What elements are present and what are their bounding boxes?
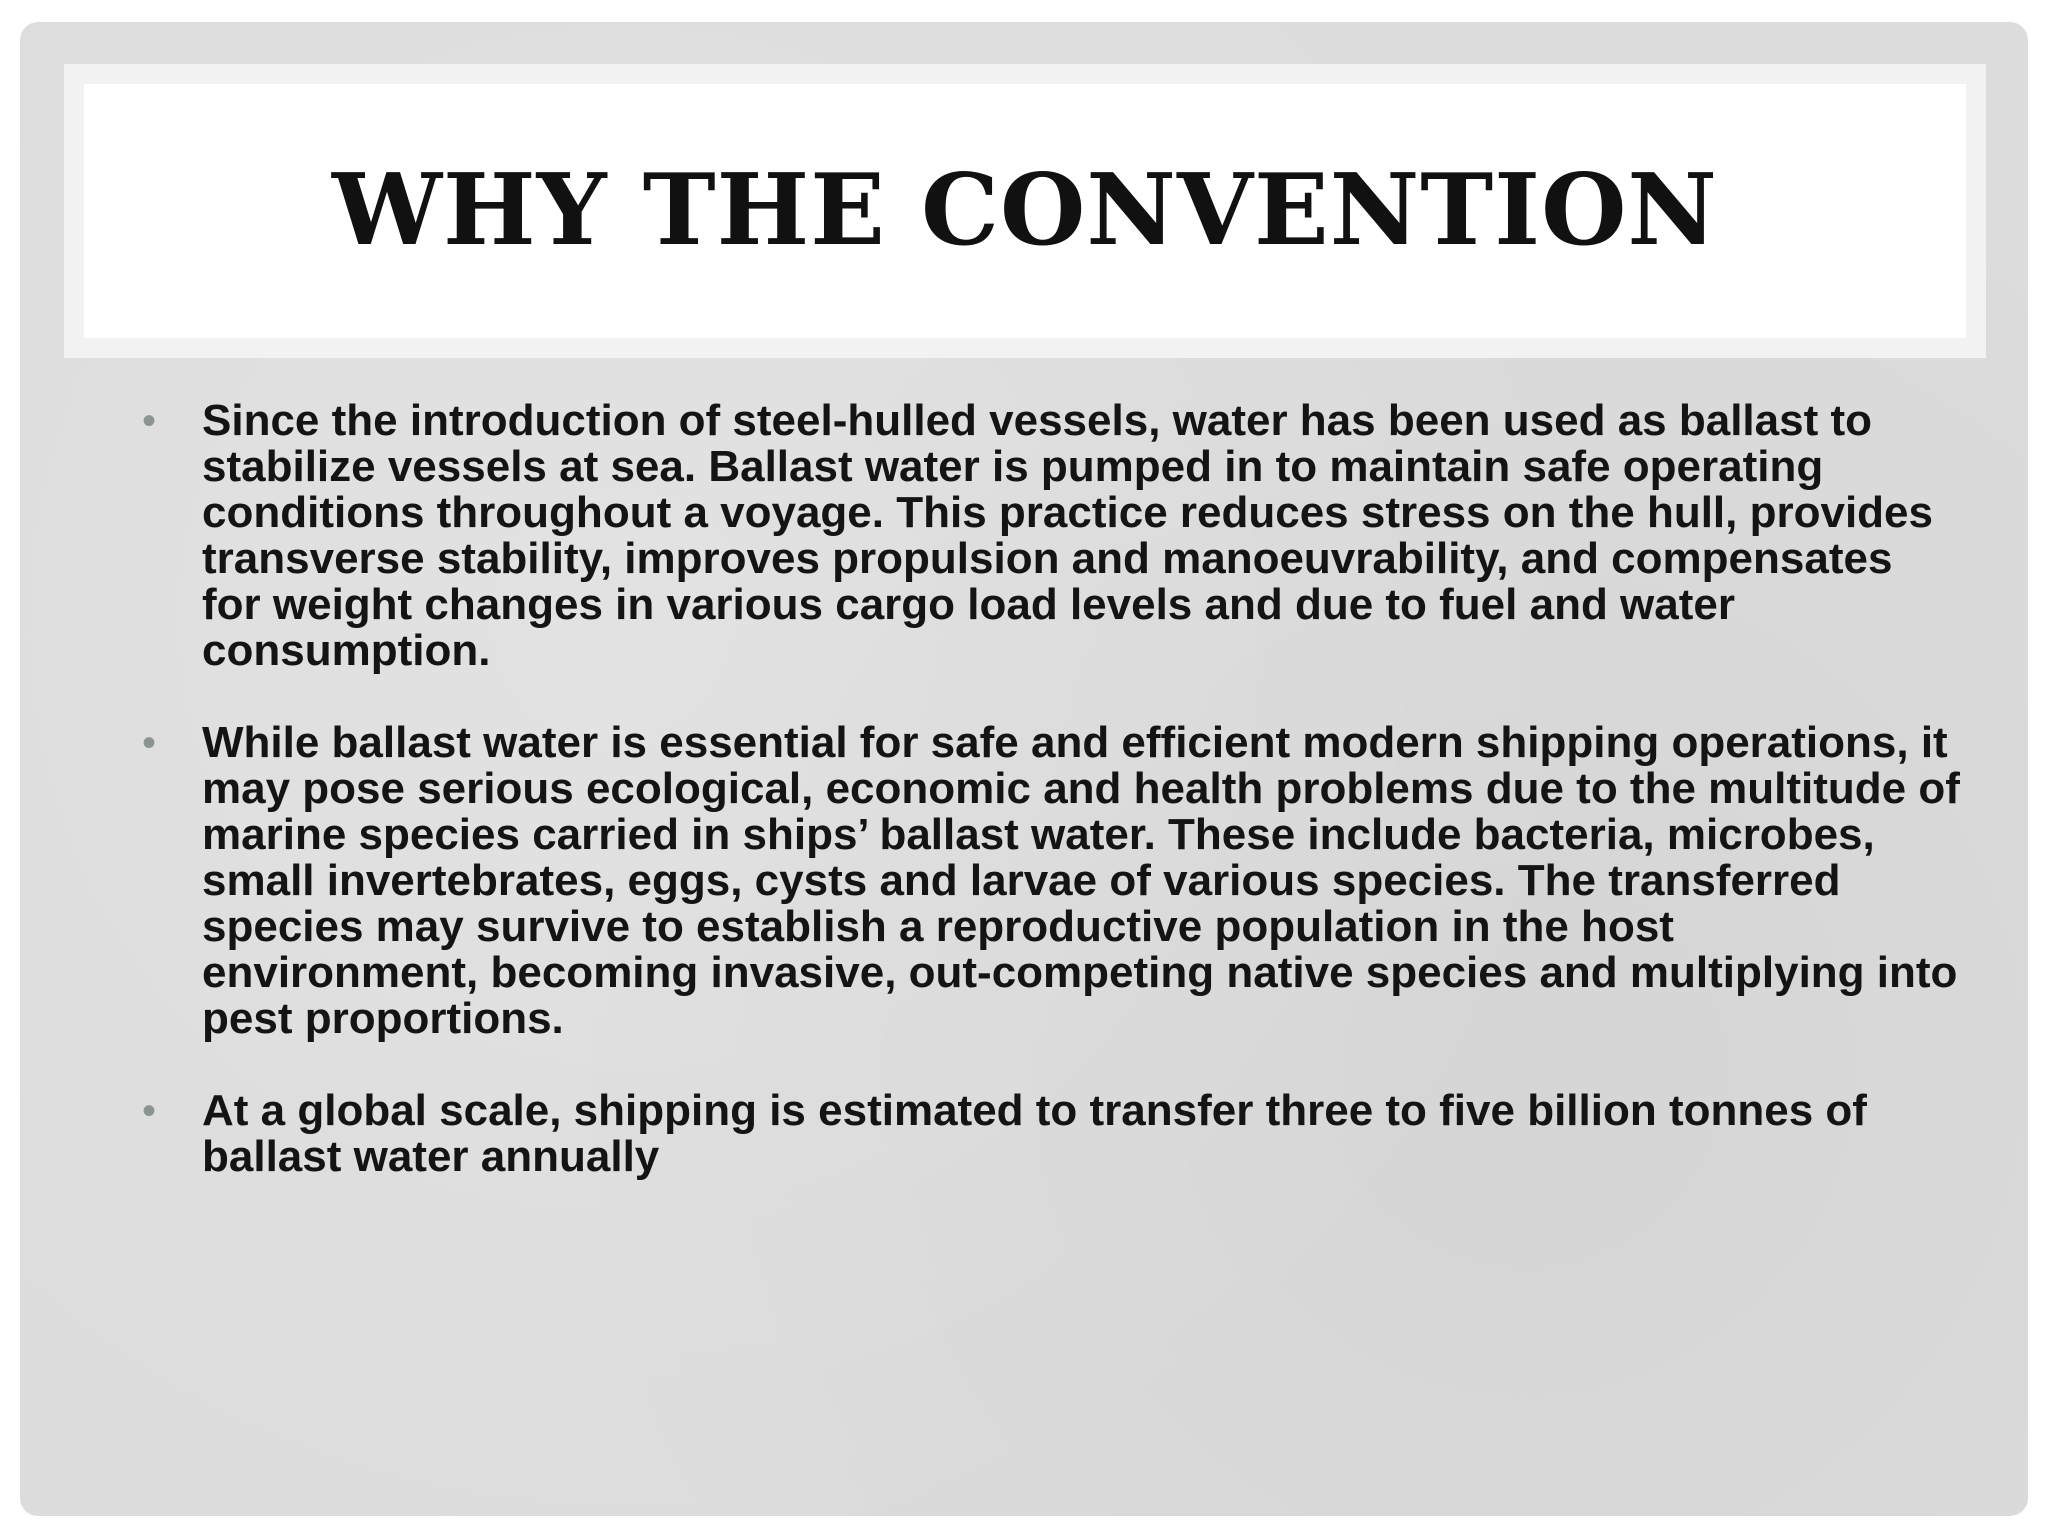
bullet-marker: • bbox=[142, 399, 157, 443]
bullet-item bbox=[142, 720, 1962, 1042]
bullet-item bbox=[142, 1088, 1962, 1180]
title-band bbox=[64, 64, 1986, 358]
bullet-marker: • bbox=[142, 1089, 157, 1133]
slide bbox=[20, 22, 2028, 1516]
bullet-text: Since the introduction of steel-hulled vessels, water has been used as ballast to stabilize vessels at sea. Ballast water is pumped in to maintain safe operating conditions throughout a voyage. This practice reduces stress on the hull, provides transverse stability, improves propulsion and manoeuvrability, and compensates for weight changes in various cargo load levels and due to fuel and water consumption. bbox=[202, 396, 1933, 675]
bullet-list bbox=[142, 398, 1962, 1180]
slide-title: WHY THE CONVENTION bbox=[331, 153, 1719, 268]
bullet-item bbox=[142, 398, 1962, 674]
title-box bbox=[84, 84, 1966, 338]
bullet-marker: • bbox=[142, 721, 157, 765]
bullet-text: While ballast water is essential for safe and efficient modern shipping operations, it may pose serious ecological, economic and health problems due to the multitude of marine species carried in ships’ ballast water. These include bacteria, microbes, small invertebrates, eggs, cysts and larvae of various species. The transferred species may survive to establish a reproductive population in the host environment, becoming invasive, out-competing native species and multiplying into pest proportions. bbox=[202, 718, 1960, 1043]
bullet-text: At a global scale, shipping is estimated to transfer three to five billion tonnes of ballast water annually bbox=[202, 1086, 1867, 1181]
